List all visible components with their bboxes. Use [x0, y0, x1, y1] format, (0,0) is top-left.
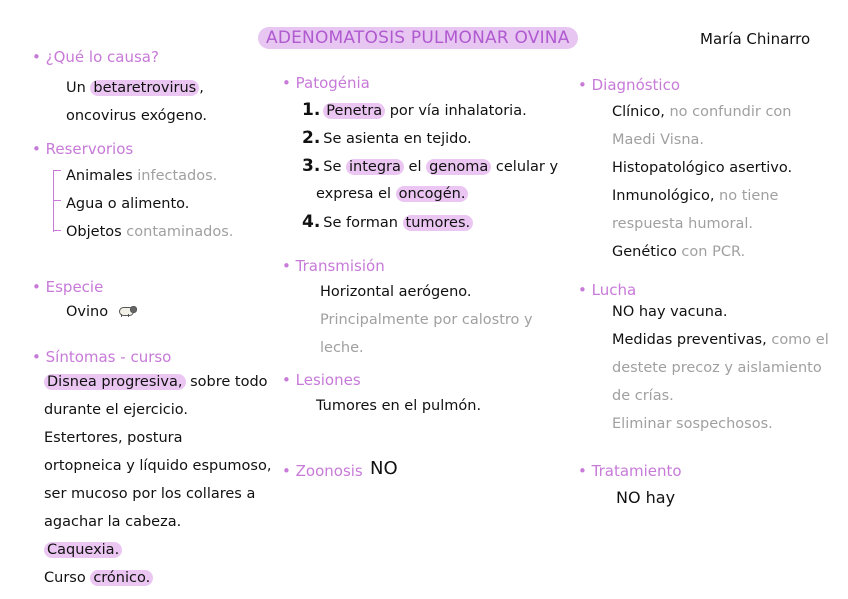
diagnostico-grey: no tiene	[714, 188, 779, 204]
reservorio-main: Animales	[66, 168, 133, 184]
reservorio-item	[66, 218, 233, 246]
reservorio-main: Objetos	[66, 224, 122, 240]
sintomas-text: Curso	[44, 570, 91, 586]
step-highlight: oncogén.	[396, 186, 469, 202]
causa-highlight: betaretrovirus	[90, 80, 199, 96]
lucha-line: de crías.	[612, 388, 674, 404]
step-number: 4.	[302, 212, 321, 232]
sintomas-line: agachar la cabeza.	[44, 514, 182, 530]
especie-text: Ovino	[66, 304, 109, 320]
step-highlight: Penetra	[323, 103, 385, 119]
diagnostico-main: Clínico,	[612, 104, 665, 120]
section-heading-sintomas: • Síntomas - curso	[32, 348, 171, 366]
sintomas-line	[44, 564, 153, 592]
zoonosis-value: NO	[370, 458, 398, 479]
reservorio-rest: infectados.	[137, 168, 218, 184]
section-heading-tratamiento: • Tratamiento	[578, 462, 682, 480]
diagnostico-main: Genético	[612, 244, 677, 260]
step-text: celular y	[491, 159, 559, 175]
diagnostico-line	[612, 182, 778, 210]
section-heading-patogenia: • Patogénia	[282, 74, 370, 92]
sintomas-line: ortopneica y líquido espumoso,	[44, 458, 272, 474]
section-heading-transmision: • Transmisión	[282, 257, 385, 275]
diagnostico-grey: con PCR.	[676, 244, 746, 260]
step-text: el	[403, 159, 427, 175]
step-number: 3.	[302, 156, 321, 176]
transmision-line: Horizontal aerógeno.	[320, 284, 472, 300]
patogenia-step	[302, 124, 472, 153]
diagnostico-line	[612, 238, 745, 266]
especie-value	[66, 298, 137, 326]
step-number: 1.	[302, 100, 321, 120]
sintomas-highlight: Disnea progresiva,	[44, 374, 186, 390]
sintomas-text: sobre todo	[185, 374, 268, 390]
section-heading-lesiones: • Lesiones	[282, 371, 361, 389]
patogenia-step-cont	[316, 180, 468, 208]
lucha-main: Medidas preventivas,	[612, 332, 767, 348]
sintomas-line: ser mucoso por los collares a	[44, 486, 256, 502]
lucha-line: destete precoz y aislamiento	[612, 360, 822, 376]
lucha-line	[612, 326, 829, 354]
reservorio-rest: contaminados.	[126, 224, 234, 240]
step-highlight: genoma	[426, 159, 491, 175]
section-heading-reservorios: • Reservorios	[32, 140, 133, 158]
sheep-icon	[117, 306, 137, 318]
patogenia-step	[302, 208, 473, 237]
reservorio-item	[66, 162, 217, 190]
reservorios-bracket	[53, 170, 62, 232]
causa-line-1	[66, 74, 204, 102]
lucha-line: NO hay vacuna.	[612, 304, 728, 320]
sintomas-line	[44, 536, 122, 564]
sintomas-highlight: Caquexia.	[44, 542, 122, 558]
sintomas-line	[44, 368, 268, 396]
lucha-grey: como el	[766, 332, 829, 348]
step-text: por vía inhalatoria.	[385, 103, 527, 119]
patogenia-step	[302, 96, 527, 125]
step-text: expresa el	[316, 186, 396, 202]
step-text: Se forman	[323, 215, 403, 231]
sintomas-highlight: crónico.	[90, 570, 153, 586]
transmision-line: leche.	[320, 340, 364, 356]
step-highlight: integra	[346, 159, 404, 175]
section-heading-lucha: • Lucha	[578, 281, 636, 299]
lucha-line: Eliminar sospechosos.	[612, 416, 773, 432]
lesiones-line: Tumores en el pulmón.	[316, 398, 482, 414]
causa-line-2: oncovirus exógeno.	[66, 108, 208, 124]
causa-text: Un	[66, 80, 91, 96]
sintomas-line: Estertores, postura	[44, 430, 183, 446]
diagnostico-main: Inmunológico,	[612, 188, 715, 204]
sintomas-line: durante el ejercicio.	[44, 402, 188, 418]
diagnostico-line: respuesta humoral.	[612, 216, 754, 232]
reservorio-item	[66, 190, 189, 218]
patogenia-step	[302, 152, 558, 181]
tratamiento-value: NO hay	[616, 488, 676, 507]
section-heading-diagnostico: • Diagnóstico	[578, 76, 680, 94]
diagnostico-line: Maedi Visna.	[612, 132, 705, 148]
step-text: Se	[323, 159, 347, 175]
step-number: 2.	[302, 128, 321, 148]
diagnostico-line: Histopatológico asertivo.	[612, 160, 793, 176]
transmision-line: Principalmente por calostro y	[320, 312, 533, 328]
diagnostico-grey: no confundir con	[664, 104, 792, 120]
reservorio-main: Agua o alimento.	[66, 196, 190, 212]
step-text: Se asienta en tejido.	[323, 131, 472, 147]
section-heading-causa: • ¿Qué lo causa?	[32, 48, 159, 66]
causa-text-post: ,	[199, 80, 204, 96]
author-name: María Chinarro	[700, 30, 811, 48]
diagnostico-line	[612, 98, 792, 126]
page-title: ADENOMATOSIS PULMONAR OVINA	[258, 27, 578, 49]
step-highlight: tumores.	[403, 215, 474, 231]
section-heading-zoonosis: • Zoonosis	[282, 462, 363, 480]
section-heading-especie: • Especie	[32, 278, 103, 296]
